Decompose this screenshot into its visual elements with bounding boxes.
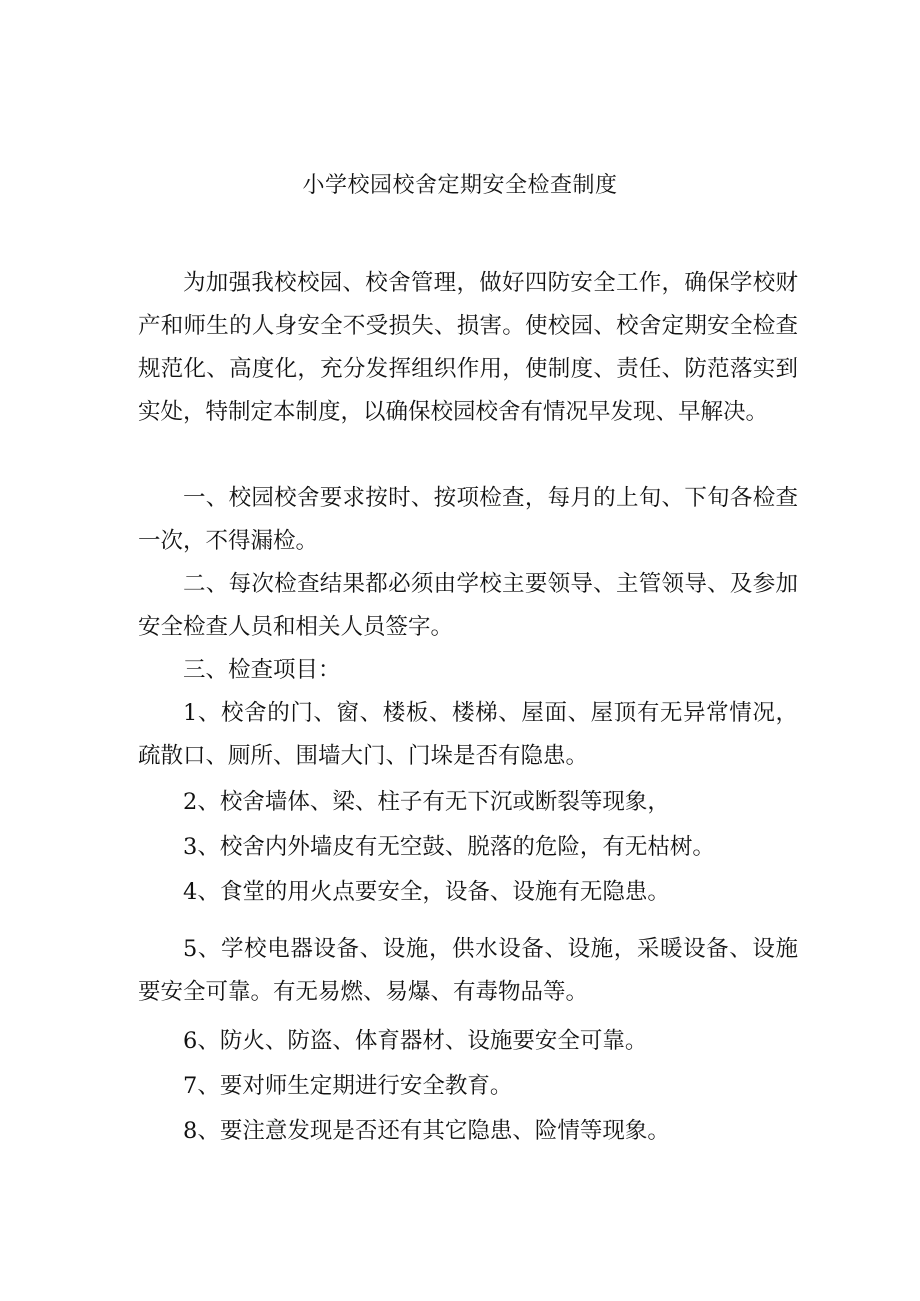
page-title: 小学校园校舍定期安全检查制度 xyxy=(302,173,618,198)
item-1-paragraph: 1、校舍的门、窗、楼板、楼梯、屋面、屋顶有无异常情况，疏散口、厕所、围墙大门、门垛是否有隐患。 xyxy=(138,700,798,769)
item-5-paragraph: 5、学校电器设备、设施，供水设备、设施，采暖设备、设施要安全可靠。有无易燃、易爆、有毒物品等。 xyxy=(138,936,798,1005)
rule-1-paragraph: 一、校园校舍要求按时、按项检查，每月的上旬、下旬各检查一次，不得漏检。 xyxy=(138,485,798,554)
rule-2-paragraph: 二、每次检查结果都必须由学校主要领导、主管领导、及参加安全检查人员和相关人员签字。 xyxy=(138,571,798,640)
item-2-paragraph: 2、校舍墙体、梁、柱子有无下沉或断裂等现象， xyxy=(183,789,670,815)
item-6-paragraph: 6、防火、防盗、体育器材、设施要安全可靠。 xyxy=(183,1028,648,1054)
item-8-paragraph: 8、要注意发现是否还有其它隐患、险情等现象。 xyxy=(183,1118,670,1144)
intro-paragraph: 为加强我校校园、校舍管理，做好四防安全工作，确保学校财产和师生的人身安全不受损失、损害。使校园、校舍定期安全检查规范化、高度化，充分发挥组织作用，使制度、责任、防范落实到实处，特制定本制度，以确保校园校舍有情况早发现、早解决。 xyxy=(138,270,798,425)
rule-3-paragraph: 三、检查项目： xyxy=(183,657,341,683)
item-3-paragraph: 3、校舍内外墙皮有无空鼓、脱落的危险，有无枯树。 xyxy=(183,834,715,860)
item-4-paragraph: 4、食堂的用火点要安全，设备、设施有无隐患。 xyxy=(183,879,670,905)
item-7-paragraph: 7、要对师生定期进行安全教育。 xyxy=(183,1073,513,1099)
